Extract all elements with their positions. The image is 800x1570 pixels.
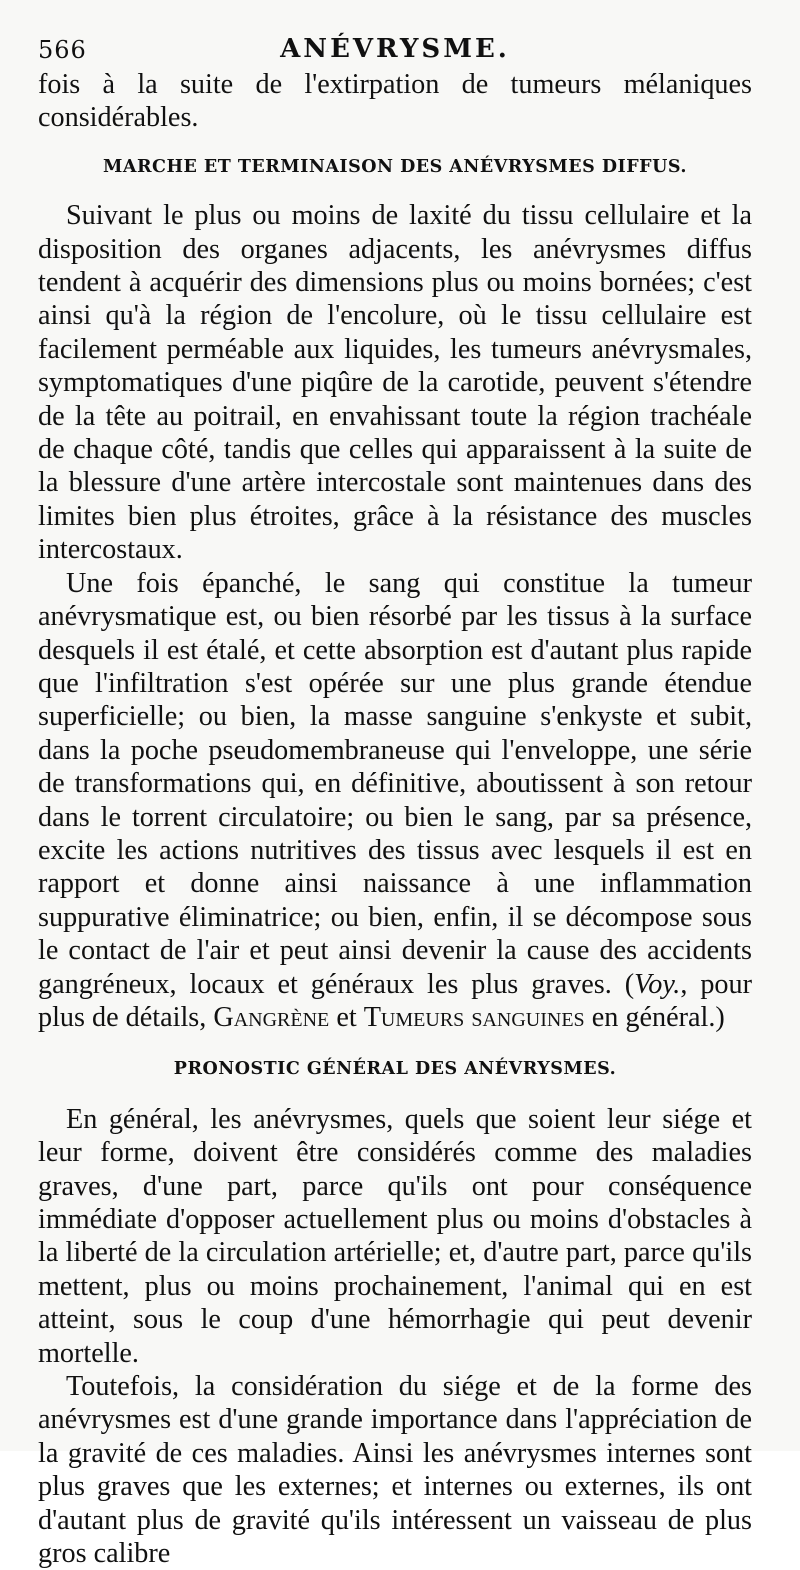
section-heading-pronostic: PRONOSTIC GÉNÉRAL DES ANÉVRYSMES. (173, 1059, 617, 1080)
reference-tumeurs-sanguines: Tumeurs sanguines (363, 1001, 585, 1033)
paragraph-laxite: Suivant le plus ou moins de laxité du tissu cellulaire et la disposition des organes adjacents, les anévrysmes diffus tendent à acquérir des dimensions plus ou moins bornées; c'est ainsi qu'à la région de l'encolure, où le tissu cellulaire est facilement perméable aux liquides, les tumeurs anévrysmales, symptomatiques d'une piqûre de la carotide, peuvent s'étendre de la tête au poitrail, en envahissant toute la région trachéale de chaque côté, tandis que celles qui apparaissent à la suite de la blessure d'une artère intercostale sont maintenues dans des limites bien plus étroites, grâce à la résistance des muscles intercostaux. (38, 200, 752, 566)
cross-reference: (Voy., pour plus de détails, Gangrène et Tumeurs sanguines en général.) (38, 968, 753, 1033)
running-title: ANÉVRYSME. (280, 34, 510, 64)
paragraph-epanche-text: Une fois épanché, le sang qui constitue la tumeur anévrysmatique est, ou bien résorbé par les tissus à la surface desquels il est étalé, et cette absorption est d'autant plus rapide que l'infiltration s'est opérée sur une plus grande étendue superficielle; ou bien, la masse sanguine s'enkyste et subit, dans la poche pseudomembraneuse qui l'enveloppe, une série de transformations qui, en définitive, aboutissent à son retour dans le torrent circulatoire; ou bien le sang, par sa présence, excite les actions nutritives des tissus avec lesquels il est en rapport et donne ainsi naissance à une inflammation suppurative éliminatrice; ou bien, enfin, il se décompose sous le contact de l'air et peut ainsi devenir la cause des accidents gangréneux, locaux et généraux les plus graves. (38, 567, 752, 1000)
page-number: 566 (38, 36, 87, 64)
paragraph-toutefois: Toutefois, la considération du siége et de la forme des anévrysmes est d'une grande importance dans l'appréciation de la gravité de ces maladies. Ainsi les anévrysmes internes sont plus graves que les externes; et internes ou externes, ils ont d'autant plus de gravité qu'ils intéressent un vaisseau de plus gros calibre (38, 1371, 752, 1570)
paragraph-continuation: fois à la suite de l'extirpation de tumeurs mélaniques considérables. (38, 69, 752, 134)
running-head (38, 28, 752, 68)
reference-gangrene: Gangrène (213, 1001, 330, 1033)
section-heading-marche: MARCHE ET TERMINAISON DES ANÉVRYSMES DIFFUS. (103, 156, 687, 177)
page-body (38, 68, 752, 1570)
voy-abbreviation: Voy. (634, 968, 681, 1000)
paragraph-epanche (38, 567, 752, 1035)
paragraph-general: En général, les anévrysmes, quels que soient leur siége et leur forme, doivent être considérés comme des maladies graves, d'une part, parce qu'ils ont pour conséquence immédiate d'opposer actuellement plus ou moins d'obstacles à la liberté de la circulation artérielle; et, d'autre part, parce qu'ils mettent, plus ou moins prochainement, l'animal qui en est atteint, sous le coup d'une hémorrhagie qui peut devenir mortelle. (38, 1103, 752, 1369)
